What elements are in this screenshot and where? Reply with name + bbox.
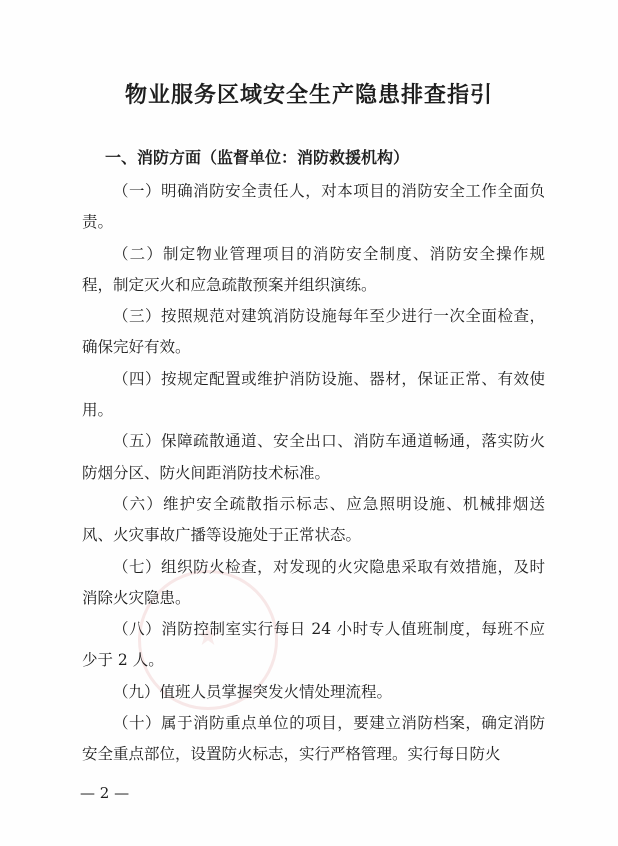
page-number: — 2 — <box>80 784 130 802</box>
paragraph-7: （七）组织防火检查，对发现的火灾隐患采取有效措施，及时消除火灾隐患。 <box>82 557 545 607</box>
paragraph-1: （一）明确消防安全责任人，对本项目的消防安全工作全面负责。 <box>82 182 545 232</box>
paragraph-10: （十）属于消防重点单位的项目，要建立消防档案，确定消防安全重点部位，设置防火标志，实行严格管理。实行每日防火 <box>82 714 545 764</box>
paragraph-9: （九）值班人员掌握突发火情处理流程。 <box>113 682 393 701</box>
paragraph-2: （二）制定物业管理项目的消防安全制度、消防安全操作规程，制定灭火和应急疏散预案并组织演练。 <box>82 244 545 294</box>
document-body <box>82 176 545 771</box>
document-title: 物业服务区域安全生产隐患排查指引 <box>124 82 493 108</box>
paragraph-5: （五）保障疏散通道、安全出口、消防车通道畅通，落实防火防烟分区、防火间距消防技术标准。 <box>82 432 545 482</box>
paragraph-4: （四）按规定配置或维护消防设施、器材，保证正常、有效使用。 <box>82 369 545 420</box>
paragraph-8: （八）消防控制室实行每日 24 小时专人值班制度，每班不应少于 2 人。 <box>82 620 545 670</box>
paragraph-6: （六）维护安全疏散指示标志、应急照明设施、机械排烟送风、火灾事故广播等设施处于正常状态。 <box>82 494 545 545</box>
paragraph-3: （三）按照规范对建筑消防设施每年至少进行一次全面检查，确保完好有效。 <box>82 307 545 357</box>
section-heading: 一、消防方面（监督单位：消防救援机构） <box>105 148 410 167</box>
